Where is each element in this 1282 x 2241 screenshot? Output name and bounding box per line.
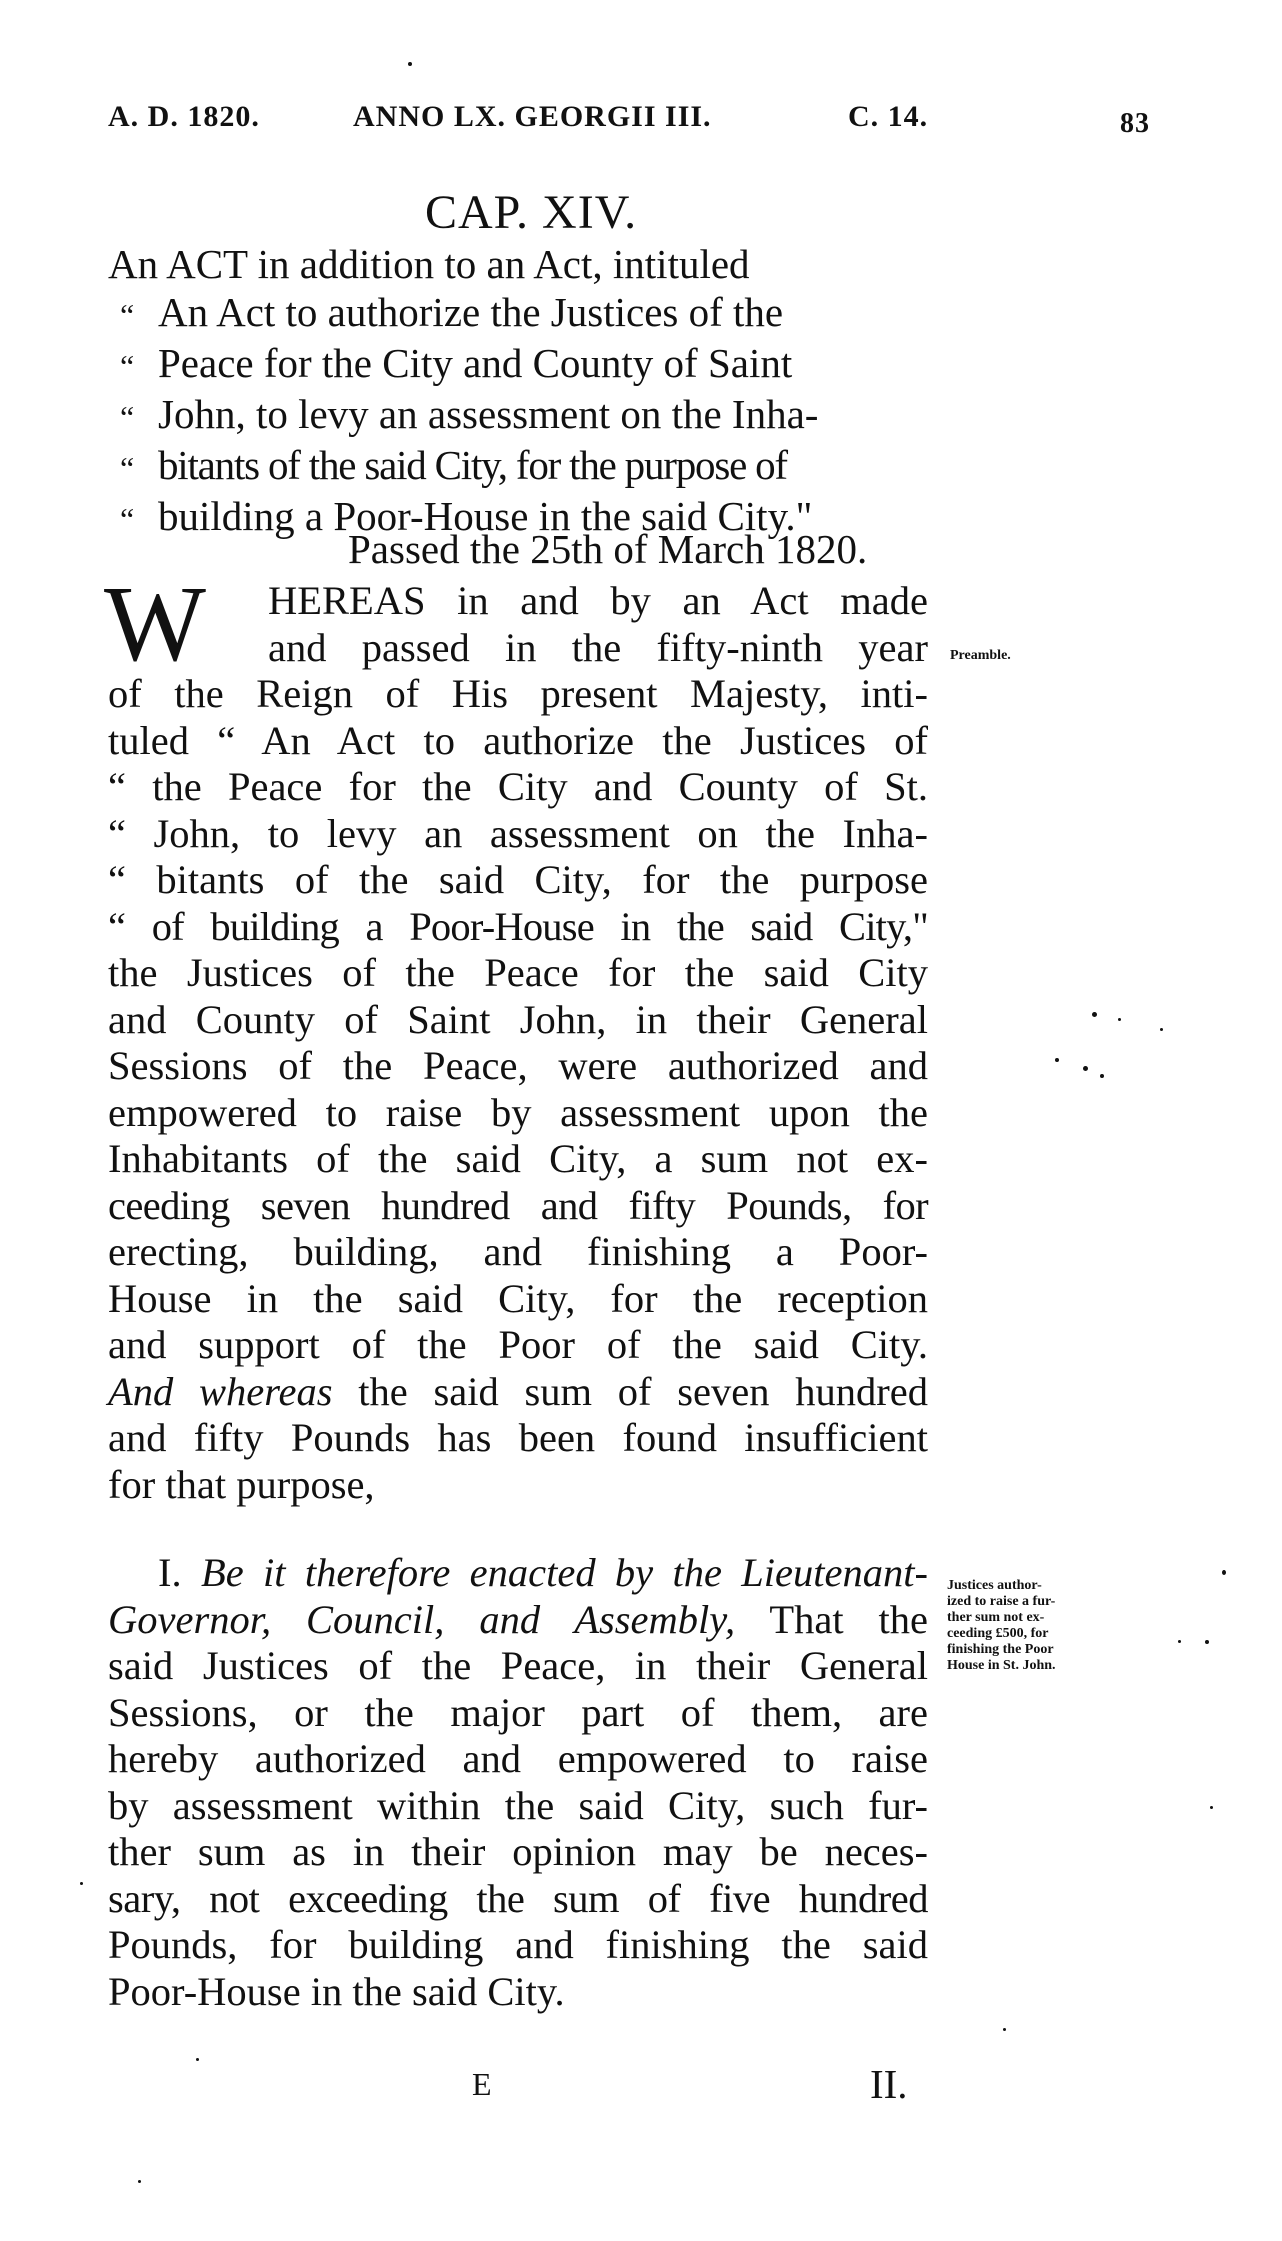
title-line: “ bitants of the said City, for the purpose of bbox=[108, 441, 938, 492]
signature-mark: E bbox=[472, 2066, 492, 2102]
chapter-title: CAP. XIV. bbox=[425, 186, 638, 239]
scan-speck bbox=[1210, 1806, 1213, 1809]
body-line: Sessions of the Peace, were authorized and bbox=[108, 1043, 928, 1088]
running-head-date: A. D. 1820. bbox=[108, 100, 260, 133]
margin-note-line: ther sum not ex- bbox=[947, 1610, 1045, 1625]
title-line: “ An Act to authorize the Justices of the bbox=[108, 288, 938, 339]
enacting-clause-continued: Governor, Council, and Assembly, bbox=[108, 1596, 736, 1642]
body-line bbox=[108, 1550, 928, 1597]
body-line: Inhabitants of the said City, a sum not ex- bbox=[108, 1136, 928, 1181]
body-line: said Justices of the Peace, in their General bbox=[108, 1643, 928, 1688]
body-line: hereby authorized and empowered to raise bbox=[108, 1736, 928, 1781]
body-line: tuled “ An Act to authorize the Justices of bbox=[108, 717, 928, 763]
preamble-text bbox=[108, 578, 928, 1508]
body-line: “ bitants of the said City, for the purpose bbox=[108, 857, 928, 902]
scan-speck bbox=[1160, 1028, 1163, 1031]
scan-speck bbox=[1178, 1640, 1181, 1643]
drop-cap: W bbox=[104, 565, 200, 684]
scan-speck bbox=[1222, 1570, 1226, 1575]
scan-speck bbox=[1003, 2028, 1006, 2031]
margin-note-line: House in St. John. bbox=[947, 1658, 1056, 1673]
body-line: and passed in the fifty-ninth year bbox=[268, 624, 928, 670]
title-line: “ building a Poor-House in the said City." bbox=[108, 492, 938, 543]
title-line: “ Peace for the City and County of Saint bbox=[108, 339, 938, 390]
section-number: I. bbox=[158, 1550, 182, 1595]
body-line: ceeding seven hundred and fifty Pounds, for bbox=[108, 1182, 928, 1228]
scan-speck bbox=[1100, 1074, 1104, 1078]
quote-mark: “ bbox=[120, 450, 135, 486]
body-line: sary, not exceeding the sum of five hundred bbox=[108, 1875, 928, 1921]
passed-date: Passed the 25th of March 1820. bbox=[348, 526, 868, 572]
act-long-title bbox=[108, 240, 938, 543]
scan-speck bbox=[196, 2058, 199, 2061]
margin-note-line: ized to raise a fur- bbox=[947, 1594, 1056, 1609]
quote-mark: “ bbox=[120, 348, 135, 384]
scan-speck bbox=[1118, 1018, 1121, 1021]
margin-note-line: finishing the Poor bbox=[947, 1642, 1054, 1657]
body-line: erecting, building, and finishing a Poor- bbox=[108, 1229, 928, 1274]
body-line: ther sum as in their opinion may be neces- bbox=[108, 1829, 928, 1874]
body-line: “ of building a Poor-House in the said City," bbox=[108, 903, 928, 949]
scan-speck bbox=[408, 62, 412, 66]
margin-note-line: ceeding £500, for bbox=[947, 1626, 1049, 1641]
enacting-clause: Be it therefore enacted by the Lieutenant- bbox=[200, 1550, 928, 1595]
body-line: And whereas the said sum of seven hundred bbox=[108, 1368, 928, 1414]
title-line: An ACT in addition to an Act, intituled bbox=[108, 241, 750, 287]
body-line: “ John, to levy an assessment on the Inha- bbox=[108, 810, 928, 856]
quote-mark: “ bbox=[120, 297, 135, 333]
body-line: Poor-House in the said City. bbox=[108, 1968, 565, 2014]
section-one bbox=[108, 1550, 928, 2015]
body-line: empowered to raise by assessment upon the bbox=[108, 1089, 928, 1135]
body-line: for that purpose, bbox=[108, 1461, 375, 1507]
margin-note-justices bbox=[947, 1578, 1147, 1674]
body-line: Governor, Council, and Assembly, That the bbox=[108, 1596, 928, 1642]
scan-speck bbox=[80, 1882, 83, 1885]
title-line: “ John, to levy an assessment on the Inha- bbox=[108, 390, 938, 441]
body-line: and County of Saint John, in their General bbox=[108, 996, 928, 1042]
body-line: “ the Peace for the City and County of St. bbox=[108, 764, 928, 809]
quote-mark: “ bbox=[120, 501, 135, 537]
running-head bbox=[108, 100, 1150, 140]
scan-speck bbox=[1205, 1640, 1209, 1644]
scan-speck bbox=[138, 2180, 141, 2183]
scan-speck bbox=[1092, 1012, 1097, 1017]
running-head-chapter: C. 14. bbox=[848, 100, 929, 133]
body-line: and fifty Pounds has been found insufficient bbox=[108, 1415, 928, 1460]
body-line: of the Reign of His present Majesty, inti- bbox=[108, 671, 928, 716]
margin-note-preamble: Preamble. bbox=[950, 648, 1011, 663]
body-line: by assessment within the said City, such fur- bbox=[108, 1782, 928, 1828]
catchword: II. bbox=[870, 2061, 908, 2107]
margin-note-line: Justices author- bbox=[947, 1578, 1042, 1593]
body-line: HEREAS in and by an Act made bbox=[268, 578, 928, 623]
scan-speck bbox=[1083, 1066, 1088, 1071]
scan-speck bbox=[1055, 1058, 1059, 1062]
body-line: House in the said City, for the reception bbox=[108, 1275, 928, 1321]
quote-mark: “ bbox=[120, 399, 135, 435]
and-whereas: And whereas bbox=[108, 1368, 333, 1414]
body-line: Sessions, or the major part of them, are bbox=[108, 1689, 928, 1735]
body-line: Pounds, for building and finishing the said bbox=[108, 1922, 928, 1967]
body-line: and support of the Poor of the said City. bbox=[108, 1322, 928, 1367]
running-head-regnal-year: ANNO LX. GEORGII III. bbox=[353, 100, 712, 133]
body-line: the Justices of the Peace for the said City bbox=[108, 950, 928, 995]
page-number: 83 bbox=[1120, 108, 1150, 139]
